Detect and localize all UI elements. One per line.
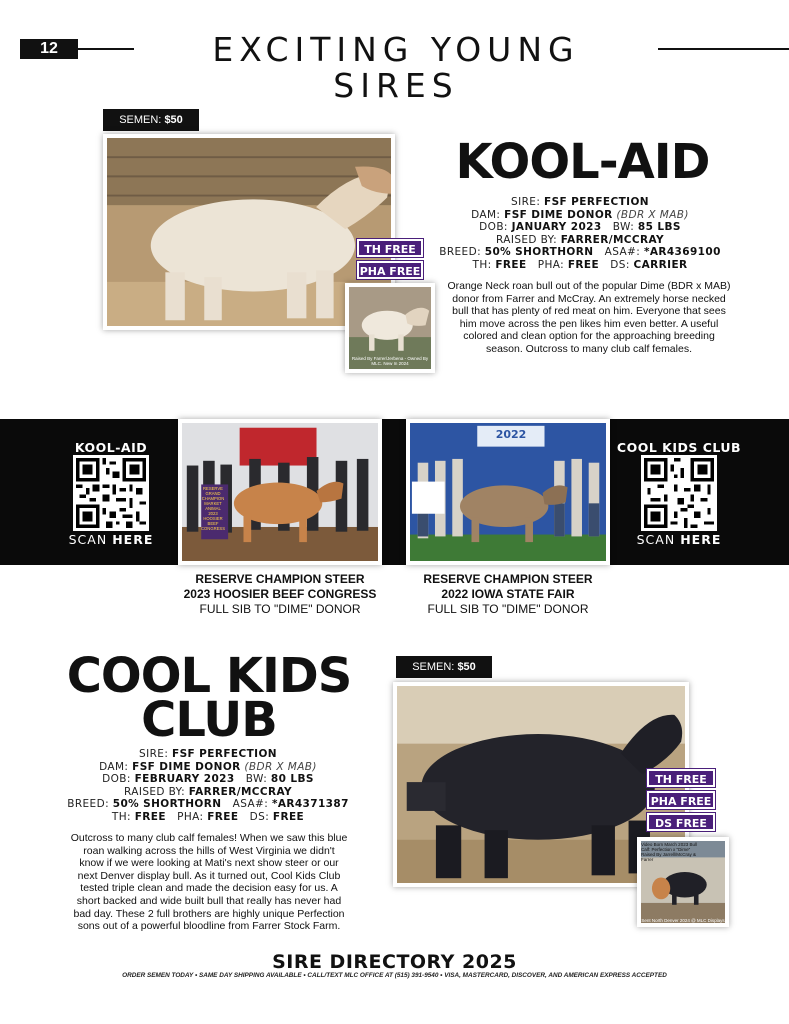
kool-aid-qr-title: KOOL-AID — [74, 440, 148, 455]
kool-aid-breed: BREED: 50% SHORTHORN ASA#: *AR4369100 — [439, 246, 721, 258]
footer-ordering-note: ORDER SEMEN TODAY • SAME DAY SHIPPING AVAILABLE • CALL/TEXT MLC OFFICE AT (515) 391-9540 • VISA, MASTERCARD, DISCOVER, AND AMERICAN EXPRESS ACCEPTED — [122, 972, 667, 979]
kool-aid-qr-code[interactable] — [73, 455, 149, 531]
cool-kids-description: Outcross to many club calf females! When we saw this blue roan walking across the hills of West Virginia we didn't know if we were looking at Mati's next show steer or our next Denver display bull. As it turned out, Cool Kids Club tested triple clean and made the decision easy for us. A short backed and wide built bull that really has never had bad day. These 2 full brothers are highly unique Perfection sons out of a powerful bloodline from Farrer Stock Farm. — [70, 832, 348, 933]
cool-kids-raised-by: RAISED BY: FARRER/MCCRAY — [123, 785, 293, 798]
kool-aid-scan-label: SCAN HERE — [68, 532, 154, 547]
kool-aid-th-free-badge: TH FREE — [357, 239, 423, 257]
kool-aid-dob: DOB: JANUARY 2023 BW: 85 LBS — [479, 221, 681, 233]
kool-aid-inset-caption: Raised By Farrer/Jerbena - Owned By MLC. New In 2024 — [351, 356, 429, 366]
cool-kids-price-tag: SEMEN: $50 — [396, 656, 492, 678]
cool-kids-qr-title: COOL KIDS CLUB — [616, 440, 742, 455]
cool-kids-genetic-tests: TH: FREE PHA: FREE DS: FREE — [111, 810, 305, 823]
kool-aid-genetic-tests: TH: FREE PHA: FREE DS: CARRIER — [472, 258, 688, 271]
cool-kids-dam: DAM: FSF DIME DONOR (BDR X MAB) — [99, 760, 317, 773]
page-number: 12 — [20, 39, 78, 59]
header-rule-right — [658, 48, 789, 50]
cool-kids-pha-free-badge: PHA FREE — [647, 791, 715, 809]
kool-aid-dam: DAM: FSF DIME DONOR (BDR X MAB) — [471, 208, 689, 221]
kool-aid-price-tag: SEMEN: $50 — [103, 109, 199, 131]
hoosier-caption: RESERVE CHAMPION STEER 2023 HOOSIER BEEF CONGRESS FULL SIB TO "DIME" DONOR — [183, 572, 377, 616]
kool-aid-specs — [430, 196, 730, 271]
cool-kids-qr-code[interactable] — [641, 455, 717, 531]
kool-aid-name: KOOL-AID — [455, 134, 710, 190]
footer-title: SIRE DIRECTORY 2025 — [272, 951, 517, 973]
kool-aid-sire: SIRE: FSF PERFECTION — [511, 196, 649, 208]
kool-aid-raised-by: RAISED BY: FARRER/MCCRAY — [495, 233, 665, 246]
cool-kids-ds-free-badge: DS FREE — [647, 813, 715, 831]
cool-kids-scan-label: SCAN HERE — [636, 532, 722, 547]
section-title: EXCITING YOUNG SIRES — [212, 30, 580, 105]
hoosier-banner-text: RESERVE GRAND CHAMPION MARKET ANIMAL 2023 HOOSIER BEEF CONGRESS — [201, 486, 225, 531]
header-rule-left — [78, 48, 134, 50]
kool-aid-pha-free-badge: PHA FREE — [357, 261, 423, 279]
cool-kids-breed: BREED: 50% SHORTHORN ASA#: *AR4371387 — [67, 798, 349, 810]
cool-kids-inset-caption-bottom: Sent North Denver 2024 @ MLC Displays — [641, 918, 725, 923]
iowa-banner-text: 2022 — [495, 428, 527, 441]
cool-kids-name-line2: CLUB — [141, 692, 277, 748]
cool-kids-name-line1: COOL KIDS — [66, 648, 352, 704]
cool-kids-specs — [58, 748, 358, 823]
iowa-caption: RESERVE CHAMPION STEER 2022 IOWA STATE FAIR FULL SIB TO "DIME" DONOR — [423, 572, 593, 616]
kool-aid-description: Orange Neck roan bull out of the popular Dime (BDR x MAB) donor from Farrer and McCray. An extremely horse necked bull that has plenty of red meat on him. Everyone that sees him move across the pen likes him even better. A useful colored and clean option for the approaching breeding season. Outcross to many club calf females. — [447, 280, 731, 355]
cool-kids-th-free-badge: TH FREE — [647, 769, 715, 787]
cool-kids-sire: SIRE: FSF PERFECTION — [139, 748, 277, 760]
cool-kids-dob: DOB: FEBRUARY 2023 BW: 80 LBS — [102, 773, 314, 785]
cool-kids-inset-caption-top: Video Born March 2023 Bull Calf: Perfection x "Dime" Raised By Jarrell/McCray & Farrer — [641, 842, 697, 862]
